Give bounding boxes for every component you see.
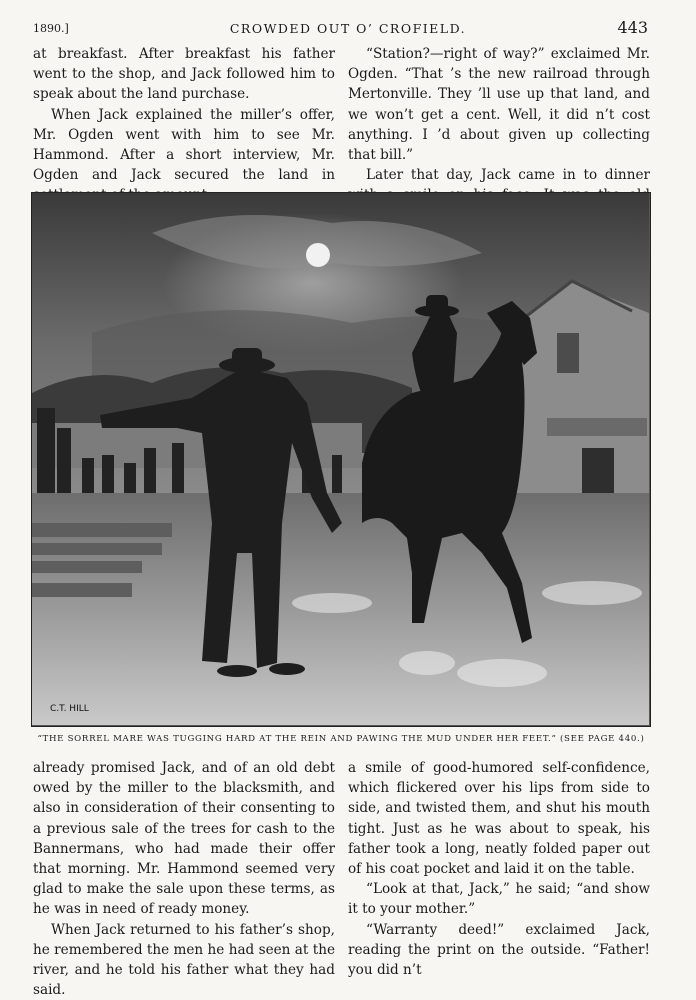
paragraph: “Warranty deed!” exclaimed Jack, reading the print on the outside. “Father! you did n’t (348, 921, 650, 979)
engraving-illustration (31, 192, 651, 727)
paragraph: “Station?—right of way?” exclaimed Mr. Ogden. “That ’s the new railroad through Mertonville. They ’ll use up that land, and we won’t get a cent. Well, it did n’t cost anything. I ’d about given up collecting that bill.” (348, 46, 650, 164)
running-header (0, 18, 696, 42)
page-number: 443 (617, 18, 648, 37)
paragraph: “Look at that, Jack,” he said; “and show it to your mother.” (348, 881, 650, 918)
moon-icon (306, 243, 330, 267)
column-top-left (33, 44, 335, 206)
paragraph: Later that day, Jack came in to dinner (366, 167, 650, 184)
column-bottom-right (348, 758, 650, 980)
paragraph: a smile of good-humored self-confidence, which flickered over his lips from side to side, and twisted them, and shut his mouth tight. Just as he was about to speak, his father took a long, neatly folded paper out of his coat pocket and laid it on the table. (348, 760, 650, 878)
column-bottom-left (33, 758, 335, 1000)
paragraph: When Jack returned to his father’s shop, he remembered the men he had seen at the river, and he told his father what they had said. (33, 921, 335, 999)
artist-signature: C.T. HILL (50, 704, 89, 714)
paragraph: already promised Jack, and of an old debt owed by the miller to the blacksmith, and also in consideration of their consenting to a previous sale of the trees for cash to the Bannermans, who had made their offer that morning. Mr. Hammond seemed very glad to make the sale upon these terms, as he was in need of ready money. (33, 760, 335, 918)
header-year: 1890.] (33, 22, 69, 35)
paragraph: at breakfast. After breakfast his father went to the shop, and Jack followed him to speak about the land purchase. (33, 46, 335, 103)
illustration-caption: “THE SORREL MARE WAS TUGGING HARD AT THE REIN AND PAWING THE MUD UNDER HER FEET.” (SEE PAGE 440.) (37, 734, 645, 744)
header-title: CROWDED OUT O’ CROFIELD. (229, 21, 467, 36)
paragraph: When Jack explained the miller’s offer, Mr. Ogden went with him to see Mr. Hammond. After a short interview, Mr. Ogden and Jack secured the land in (33, 106, 335, 184)
